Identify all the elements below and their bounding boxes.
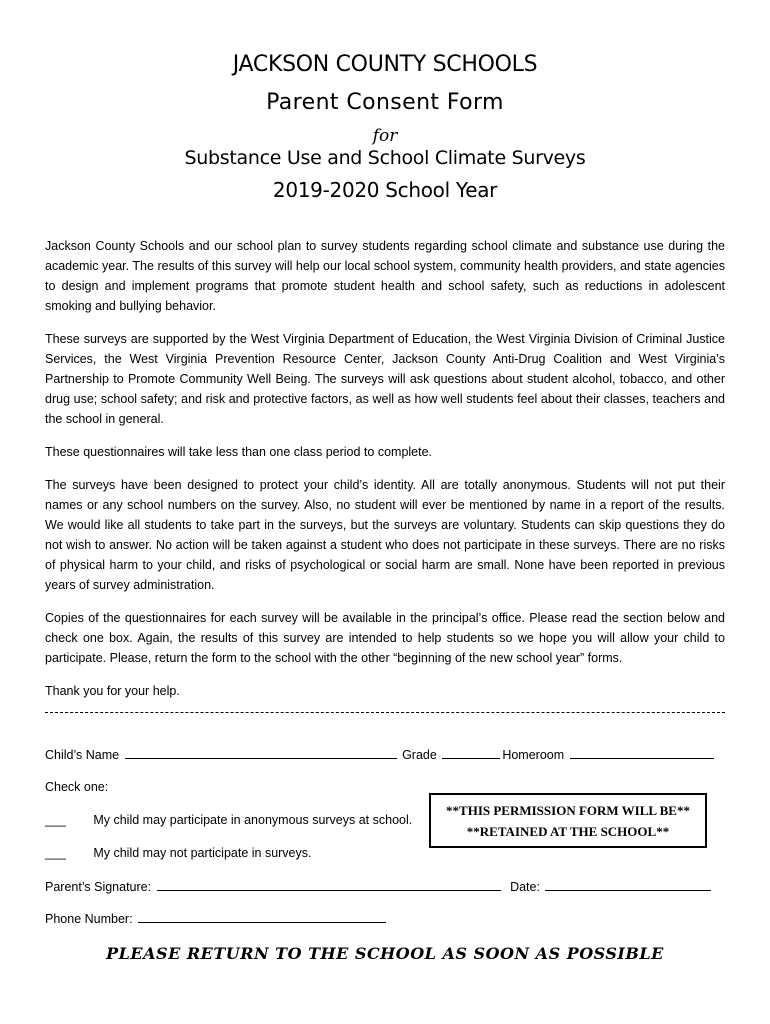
child-name-label: Child’s Name [45, 748, 120, 762]
signature-field[interactable] [157, 878, 501, 891]
paragraph-copies: Copies of the questionnaires for each survey will be available in the principal’s office. Please read the section below and check one box. Again, the results of this survey are intended to help students so we hope you will allow your child to participate. Please, return the form to the school with the other “beginning of the new school year” forms. [45, 611, 725, 665]
child-info-row [45, 746, 716, 762]
paragraph-duration: These questionnaires will take less than one class period to complete. [45, 445, 433, 459]
option-not-participate-label: My child may not participate in surveys. [93, 846, 312, 860]
district-title: JACKSON COUNTY SCHOOLS [232, 52, 538, 77]
check-one-label: Check one: [45, 780, 109, 794]
option-participate-label: My child may participate in anonymous surveys at school. [93, 813, 413, 827]
return-notice: PLEASE RETURN TO THE SCHOOL AS SOON AS POSSIBLE [106, 944, 664, 963]
letter-body [45, 236, 725, 714]
notice-line-2: **RETAINED AT THE SCHOOL** [466, 824, 670, 839]
option-participate-checkbox[interactable]: ___ [45, 813, 66, 827]
date-field[interactable] [545, 878, 711, 891]
grade-label: Grade [402, 748, 437, 762]
paragraph-thanks: Thank you for your help. [45, 684, 180, 698]
homeroom-label: Homeroom [502, 748, 565, 762]
signature-row [45, 878, 713, 894]
cut-line-divider [45, 712, 725, 713]
option-not-participate-checkbox[interactable]: ___ [45, 846, 66, 860]
school-year: 2019-2020 School Year [272, 178, 498, 202]
signature-label: Parent’s Signature: [45, 880, 152, 894]
child-name-field[interactable] [125, 746, 397, 759]
phone-row [45, 910, 388, 926]
notice-line-1: **THIS PERMISSION FORM WILL BE** [446, 803, 690, 818]
form-title: Parent Consent Form [266, 90, 504, 115]
phone-label: Phone Number: [45, 912, 133, 926]
paragraph-support: These surveys are supported by the West Virginia Department of Education, the West Virginia Division of Criminal Justice Services, the West Virginia Prevention Resource Center, Jackson County Anti-Drug Coalition and West Virginia’s Partnership to Promote Community Well Being. The surveys will ask questions about student alcohol, tobacco, and other drug use; school safety; and risk and protective factors, as well as how well students feel about their classes, teachers and the school in general. [45, 332, 725, 426]
survey-subtitle: Substance Use and School Climate Surveys [184, 147, 586, 169]
homeroom-field[interactable] [570, 746, 714, 759]
grade-field[interactable] [442, 746, 500, 759]
phone-field[interactable] [138, 910, 386, 923]
option-not-participate [45, 846, 311, 860]
date-label: Date: [510, 880, 540, 894]
retention-notice-box [429, 793, 707, 848]
paragraph-intro: Jackson County Schools and our school plan to survey students regarding school climate and substance use during the academic year. The results of this survey will help our local school system, community health providers, and state agencies to design and implement programs that promote student health and school safety, such as reductions in adolescent smoking and bullying behavior. [45, 239, 725, 313]
for-text: for [372, 126, 398, 146]
paragraph-privacy: The surveys have been designed to protect your child’s identity. All are totally anonymous. Students will not put their names or any school numbers on the survey. Also, no student will ever be mentioned by name in a report of the results. We would like all students to take part in the surveys, but the surveys are voluntary. Students can skip questions they do not wish to answer. No action will be taken against a student who does not participate in these surveys. There are no risks of physical harm to your child, and risks of psychological or social harm are small. None have been reported in previous years of survey administration. [45, 478, 725, 592]
option-participate [45, 813, 412, 827]
